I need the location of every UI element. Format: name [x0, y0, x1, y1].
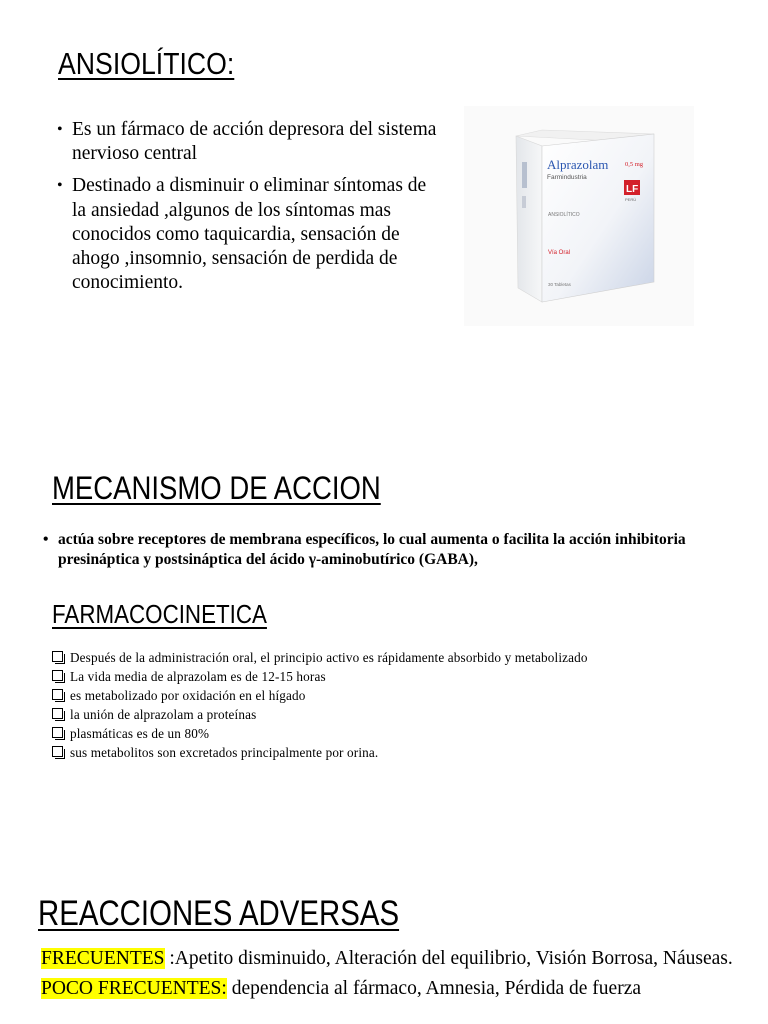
bullet-icon: • — [43, 531, 49, 548]
checkbox-bullet-icon — [52, 708, 63, 719]
list-item-text: es metabolizado por oxidación en el hígado — [70, 688, 306, 703]
checkbox-bullet-icon — [52, 670, 63, 681]
box-count-text: 30 Tabletas — [548, 282, 571, 287]
box-category-text: ANSIOLÍTICO — [548, 212, 580, 218]
list-item — [51, 648, 611, 667]
alprazolam-box-image — [464, 106, 694, 326]
section-heading-reacciones: REACCIONES ADVERSAS — [38, 894, 400, 933]
list-item-text: La vida media de alprazolam es de 12-15 horas — [70, 669, 326, 684]
bullet-text: Es un fármaco de acción depresora del sistema nervioso central — [72, 119, 437, 165]
mecanismo-text: actúa sobre receptores de membrana específicos, lo cual aumenta o facilita la acción inhibitoria presináptica y postsináptica del ácido γ-aminobutírico (GABA), — [58, 531, 686, 568]
mecanismo-bullet — [43, 530, 733, 570]
farmacocinetica-list — [51, 648, 611, 762]
list-item-text: sus metabolitos son excretados principalmente por orina. — [70, 745, 379, 760]
list-item-text: plasmáticas es de un 80% — [70, 726, 210, 741]
section-heading-mecanismo: MECANISMO DE ACCION — [52, 470, 381, 506]
frecuentes-text: :Apetito disminuido, Alteración del equilibrio, Visión Borrosa, Náuseas. — [164, 948, 733, 969]
poco-frecuentes-paragraph — [41, 974, 741, 1004]
logo-country: PERÚ — [625, 197, 637, 202]
bullet-icon: • — [57, 121, 63, 138]
bullet-text: Destinado a disminuir o eliminar síntomas de la ansiedad ,algunos de los síntomas mas conocidos como taquicardia, sensación de ahogo ,insomnio, sensación de perdida de conocimiento. — [72, 175, 427, 294]
box-dose-text: 0,5 mg — [625, 161, 644, 168]
reacciones-text-block — [41, 944, 741, 1004]
list-item — [51, 743, 611, 762]
checkbox-bullet-icon — [52, 651, 63, 662]
box-brand-text: Alprazolam — [547, 157, 609, 172]
checkbox-bullet-icon — [52, 689, 63, 700]
list-item — [51, 686, 611, 705]
bullet-item — [57, 174, 437, 295]
bullet-icon: • — [57, 177, 63, 195]
checkbox-bullet-icon — [52, 746, 63, 757]
list-item — [51, 724, 611, 743]
section-heading-ansiolitico: ANSIOLÍTICO: — [58, 46, 235, 81]
logo-letters: LF — [626, 184, 639, 195]
list-item-text: Después de la administración oral, el principio activo es rápidamente absorbido y metabolizado — [70, 650, 588, 665]
poco-frecuentes-label: POCO FRECUENTES: — [41, 978, 227, 999]
frecuentes-paragraph — [41, 944, 741, 974]
box-route-text: Vía Oral — [548, 250, 571, 256]
bullet-item — [57, 118, 437, 166]
box-maker-text: Farmindustria — [547, 174, 587, 181]
list-item-text: la unión de alprazolam a proteínas — [70, 707, 257, 722]
list-item — [51, 705, 611, 724]
poco-frecuentes-text: dependencia al fármaco, Amnesia, Pérdida de fuerza — [226, 978, 642, 999]
ansiolitico-bullet-list — [57, 118, 437, 303]
section-heading-farmacocinetica: FARMACOCINETICA — [52, 599, 267, 629]
list-item — [51, 667, 611, 686]
frecuentes-label: FRECUENTES — [41, 948, 165, 969]
checkbox-bullet-icon — [52, 727, 63, 738]
